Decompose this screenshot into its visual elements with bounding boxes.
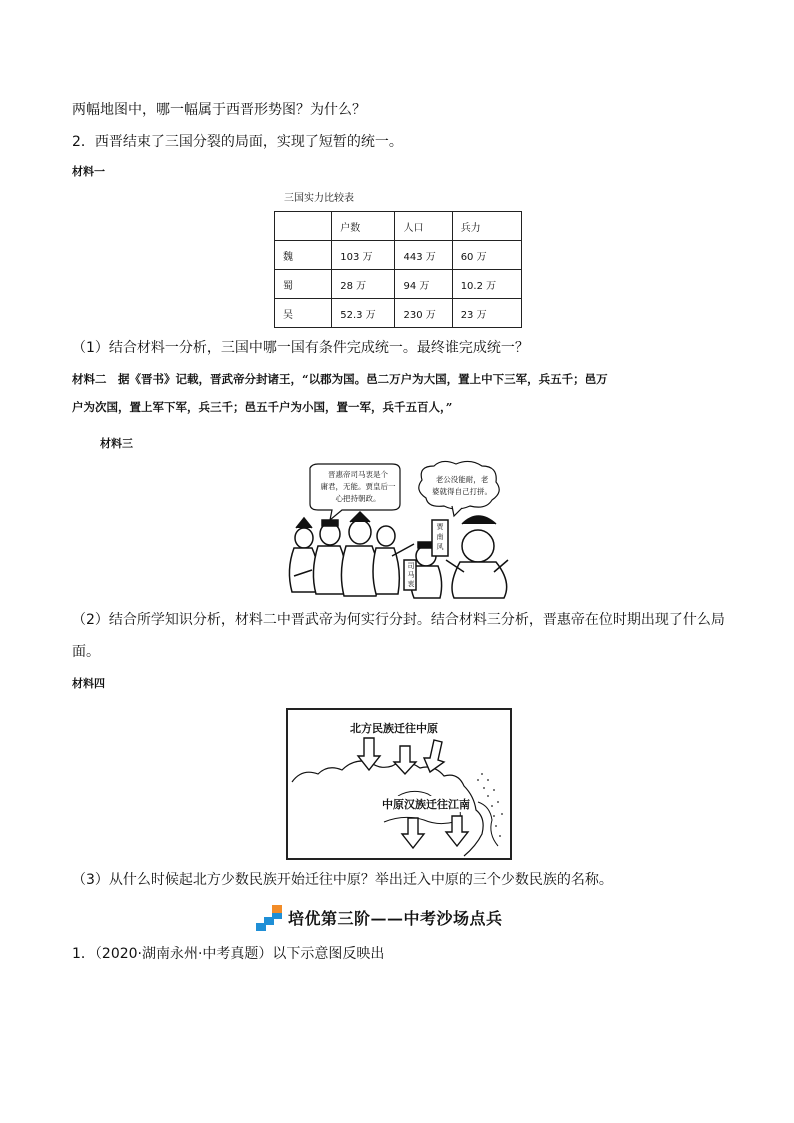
table-row (275, 270, 522, 299)
table-cell: 23 万 (452, 299, 521, 328)
table-header-cell: 户数 (332, 212, 395, 241)
question-2-3: （3）从什么时候起北方少数民族开始迁往中原？举出迁入中原的三个少数民族的名称。 (72, 872, 613, 888)
table-cell: 魏 (275, 241, 332, 270)
material-2-line-1: 材料二 据《晋书》记载，晋武帝分封诸王，“以郡为国。邑二万户为大国，置上中下三军，兵五千；邑万 (72, 372, 608, 386)
next-question: 1．（2020·湖南永州·中考真题）以下示意图反映出 (72, 946, 385, 962)
bubble-line: 婆就得自己打拼。 (432, 487, 492, 496)
strength-comparison-table (274, 211, 522, 328)
sign-jia-nanfeng: 贾南风 (436, 523, 444, 551)
question-2-1: （1）结合材料一分析，三国中哪一国有条件完成统一。最终谁完成统一？ (72, 340, 529, 356)
table-row (275, 241, 522, 270)
table-cell: 10.2 万 (452, 270, 521, 299)
table-row (275, 299, 522, 328)
question-2-2-line-2: 面。 (72, 644, 100, 660)
table-header-row (275, 212, 522, 241)
cartoon-left-bubble-text (318, 469, 398, 505)
bubble-line: 老公没能耐，老 (435, 475, 489, 484)
table-cell: 443 万 (395, 241, 452, 270)
table-cell: 230 万 (395, 299, 452, 328)
map-label-north: 北方民族迁往中原 (350, 722, 438, 735)
table-cell: 28 万 (332, 270, 395, 299)
material-3-label: 材料三 (100, 437, 133, 450)
map-label-south: 中原汉族迁往江南 (382, 798, 470, 811)
sign-sima-zhong: 司马衷 (407, 562, 415, 588)
cartoon-illustration (282, 460, 530, 600)
question-2-2-line-1: （2）结合所学知识分析，材料二中晋武帝为何实行分封。结合材料三分析，晋惠帝在位时期出现了什么局 (72, 612, 725, 628)
material-4-label: 材料四 (72, 677, 105, 690)
cartoon-right-bubble-text (430, 474, 494, 498)
table-header-cell (275, 212, 332, 241)
table-caption: 三国实力比较表 (284, 193, 354, 204)
table-cell: 蜀 (275, 270, 332, 299)
table-cell: 60 万 (452, 241, 521, 270)
table-header-cell: 人口 (395, 212, 452, 241)
table-cell: 94 万 (395, 270, 452, 299)
table-cell: 103 万 (332, 241, 395, 270)
material-2-line-2: 户为次国，置上军下军，兵三千；邑五千户为小国，置一军，兵千五百人，” (72, 400, 453, 414)
table-cell: 吴 (275, 299, 332, 328)
bubble-line: 心把持朝政。 (335, 494, 381, 503)
table-header-cell: 兵力 (452, 212, 521, 241)
bubble-line: 晋惠帝司马衷是个 (328, 470, 388, 479)
stair-icon-graphic (256, 905, 286, 931)
material-1-label: 材料一 (72, 165, 105, 178)
bubble-line: 庸君，无能。贾皇后一 (320, 482, 396, 491)
question-2: 2．西晋结束了三国分裂的局面，实现了短暂的统一。 (72, 134, 403, 150)
migration-map (286, 708, 512, 860)
table-cell: 52.3 万 (332, 299, 395, 328)
section-banner-title: 培优第三阶——中考沙场点兵 (288, 909, 503, 928)
stair-icon (256, 905, 286, 931)
previous-question-tail: 两幅地图中，哪一幅属于西晋形势图？为什么？ (72, 102, 366, 118)
